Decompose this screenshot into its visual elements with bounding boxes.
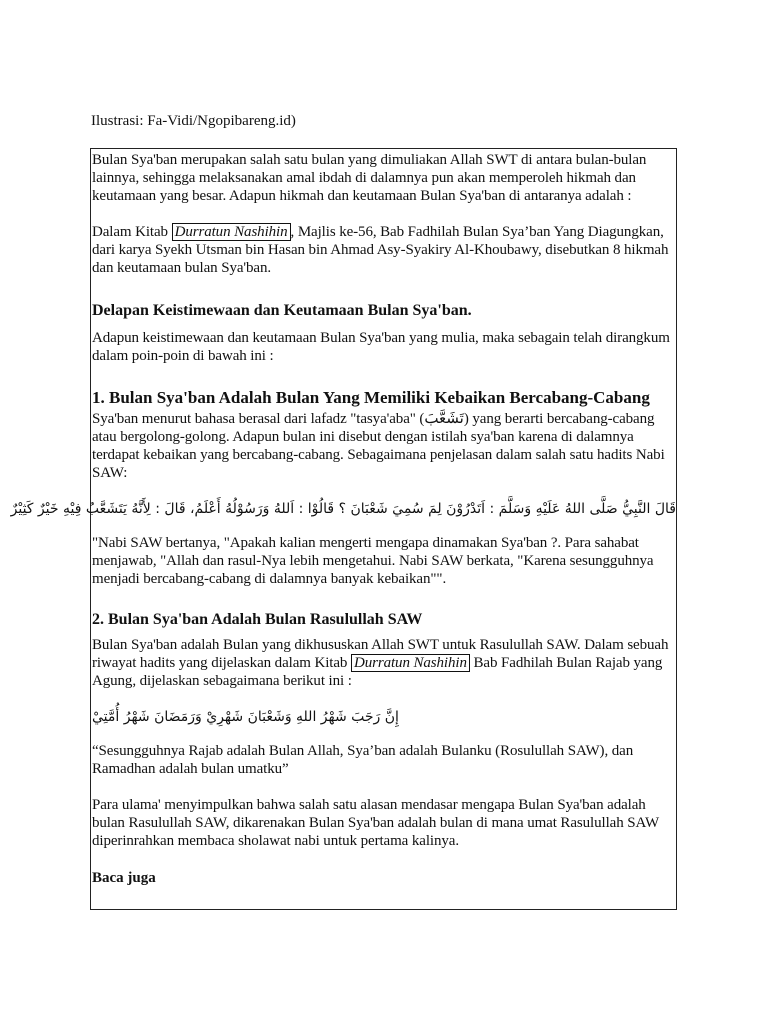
section-1-heading: 1. Bulan Sya'ban Adalah Bulan Yang Memiliki Kebaikan Bercabang-Cabang — [92, 388, 650, 407]
section-1-translation: "Nabi SAW bertanya, "Apakah kalian mengerti mengapa dinamakan Sya'ban ?. Para sahabat menjawab, "Allah dan rasul-Nya lebih mengetahui. Nabi SAW berkata, "Karena sesungguhnya menjadi bercabang-cabang di dalamnya banyak kebaikan"". — [92, 535, 654, 587]
article-content-box — [10, 148, 677, 910]
main-heading: Delapan Keistimewaan dan Keutamaan Bulan Sya'ban. — [92, 302, 472, 319]
intro-paragraph: Bulan Sya'ban merupakan salah satu bulan yang dimuliakan Allah SWT di antara bulan-bulan lainnya, sehingga melaksanakan amal ibdah di dalamnya pun akan memperoleh hikmah dan keutamaan yang besar. Adapun hikmah dan keutamaan Bulan Sya'ban di antaranya adalah : — [92, 152, 647, 204]
image-caption: Ilustrasi: Fa-Vidi/Ngopibareng.id) — [91, 113, 296, 129]
section-2-paragraph — [92, 636, 676, 690]
section-2-translation: “Sesungguhnya Rajab adalah Bulan Allah, Sya’ban adalah Bulanku (Rosulullah SAW), dan Ramadhan adalah bulan umatku” — [92, 743, 634, 777]
section-1-paragraph: Sya'ban menurut bahasa berasal dari lafadz "tasya'aba" (تَشَعَّبَ) yang berarti bercabang-cabang atau bergolong-golong. Adapun bulan ini disebut dengan istilah sya'ban karena di dalamnya terdapat kebaikan yang bercabang-cabang. Sebagaimana penjelasan dalam salah satu hadits Nabi SAW: — [92, 411, 665, 481]
section-1-arabic-hadith: قَالَ النَّبِيُّ صَلَّى اللهُ عَلَيْهِ وَسَلَّمَ : اَتَدْرُوْنَ لِمَ سُمِيَ شَعْبَانَ ؟ قَالُوْا : اَللهُ وَرَسُوْلُهُ أَعْلَمُ، قَالَ : لِأَنَّهُ يَتَشَعَّبُ فِيْهِ خَيْرٌ كَثِيْرٌ — [10, 501, 676, 517]
section-2-heading: 2. Bulan Sya'ban Adalah Bulan Rasulullah SAW — [92, 611, 423, 628]
source-text-after: , Majlis ke-56, Bab Fadhilah Bulan Sya’ban Yang Diagungkan, dari karya Syekh Utsman bin Hasan bin Ahmad Asy-Syakiry Al-Khoubawy, disebutkan 8 hikmah dan keutamaan bulan Sya'ban. — [92, 224, 669, 276]
book-link-durratun-nashihin-2[interactable]: Durratun Nashihin — [351, 654, 470, 672]
section-2-conclusion: Para ulama' menyimpulkan bahwa salah satu alasan mendasar mengapa Bulan Sya'ban adalah bulan Rasulullah SAW, dikarenakan Bulan Sya'ban adalah bulan di mana umat Rasulullah SAW diperinrahkan membaca sholawat nabi untuk pertama kalinya. — [92, 797, 659, 849]
source-paragraph — [92, 223, 676, 277]
read-also-label[interactable]: Baca juga — [92, 870, 156, 886]
source-text-before: Dalam Kitab — [92, 224, 172, 240]
main-paragraph: Adapun keistimewaan dan keutamaan Bulan Sya'ban yang mulia, maka sebagain telah dirangkum dalam poin-poin di bawah ini : — [92, 330, 670, 364]
book-link-durratun-nashihin[interactable]: Durratun Nashihin — [172, 223, 291, 241]
section-2-arabic-hadith: إِنَّ رَجَبَ شَهْرُ اللهِ وَشَعْبَانَ شَهْرِيْ وَرَمَضَانَ شَهْرُ أُمَّتِيْ — [92, 709, 399, 725]
section-2-text-after: Bab Fadhilah Bulan Rajab yang Agung, dijelaskan sebagaimana berikut ini : — [92, 655, 663, 689]
section-2-text-before: Bulan Sya'ban adalah Bulan yang dikhususkan Allah SWT untuk Rasulullah SAW. Dalam sebuah riwayat hadits yang dijelaskan dalam Kitab — [92, 637, 669, 671]
